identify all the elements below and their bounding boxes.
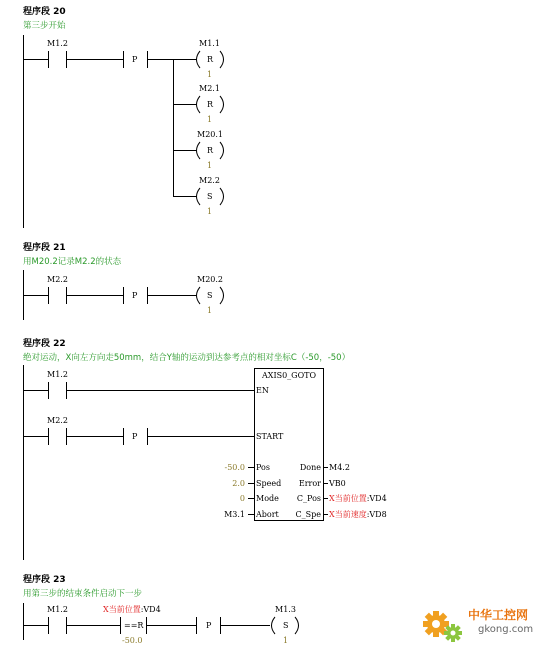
network-20-title: 程序段 20	[23, 7, 66, 17]
compare-op: ==R	[124, 621, 144, 630]
input-pin: Mode	[256, 494, 279, 503]
coil-count: 1	[207, 115, 213, 124]
input-pin: Abort	[256, 510, 279, 519]
coil-address: M1.3	[275, 605, 296, 614]
output-pin: Done	[299, 463, 321, 472]
gkong-logo	[420, 600, 550, 650]
coil-count: 1	[207, 207, 213, 216]
input-value: 2.0	[232, 479, 245, 488]
output-target: X当前速度:VD8	[329, 510, 387, 519]
coil-count: 1	[283, 636, 289, 645]
input-value: M3.1	[224, 510, 245, 519]
start-pin: START	[256, 432, 284, 441]
network-23-comment: 用第三步的结束条件启动下一步	[23, 589, 143, 599]
network-20-comment: 第三步开始	[23, 21, 66, 31]
output-pin: C_Pos	[296, 494, 321, 503]
network-21-comment: 用M20.2记录M2.2的状态	[23, 257, 122, 267]
compare-operand: X当前位置:VD4	[103, 605, 161, 614]
coil-op: S	[207, 291, 213, 300]
output-pin: Error	[298, 479, 321, 488]
function-block-name: AXIS0_GOTO	[261, 371, 317, 380]
input-pin: Speed	[256, 479, 282, 488]
coil-count: 1	[207, 70, 213, 79]
coil-count: 1	[207, 161, 213, 170]
p-edge-label: P	[132, 432, 138, 441]
compare-value: -50.0	[122, 636, 143, 645]
input-value: -50.0	[224, 463, 245, 472]
watermark-cn: 中华工控网	[468, 608, 529, 622]
input-value: 0	[239, 494, 245, 503]
coil-op: R	[207, 100, 214, 109]
contact-label: M1.2	[47, 605, 68, 614]
network-22-comment: 绝对运动，X向左方向走50mm，结合Y轴的运动到达参考点的相对坐标C（-50，-50）	[23, 353, 351, 363]
contact-label: M2.2	[47, 275, 68, 284]
network-23-title: 程序段 23	[23, 575, 66, 585]
output-target: M4.2	[329, 463, 350, 472]
coil-address: M2.1	[199, 84, 220, 93]
output-pin: C_Spe	[295, 510, 321, 519]
coil-op: R	[207, 55, 214, 64]
contact-label: M1.2	[47, 39, 68, 48]
output-target: VB0	[329, 479, 346, 488]
p-edge-label: P	[132, 291, 138, 300]
contact-label: M1.2	[47, 370, 68, 379]
input-pin: Pos	[256, 463, 270, 472]
gear-icon	[420, 602, 466, 648]
network-21-title: 程序段 21	[23, 243, 66, 253]
coil-op: S	[283, 621, 289, 630]
network-22-title: 程序段 22	[23, 339, 66, 349]
coil-address: M20.2	[197, 275, 224, 284]
watermark-en: gkong.com	[478, 624, 534, 635]
p-edge-label: P	[132, 55, 138, 64]
coil-op: R	[207, 146, 214, 155]
output-target: X当前位置:VD4	[329, 494, 387, 503]
en-pin: EN	[256, 386, 269, 395]
coil-address: M20.1	[197, 130, 224, 139]
contact-label: M2.2	[47, 416, 68, 425]
coil-count: 1	[207, 306, 213, 315]
coil-op: S	[207, 192, 213, 201]
coil-address: M2.2	[199, 176, 220, 185]
coil-address: M1.1	[199, 39, 220, 48]
p-edge-label: P	[206, 621, 212, 630]
